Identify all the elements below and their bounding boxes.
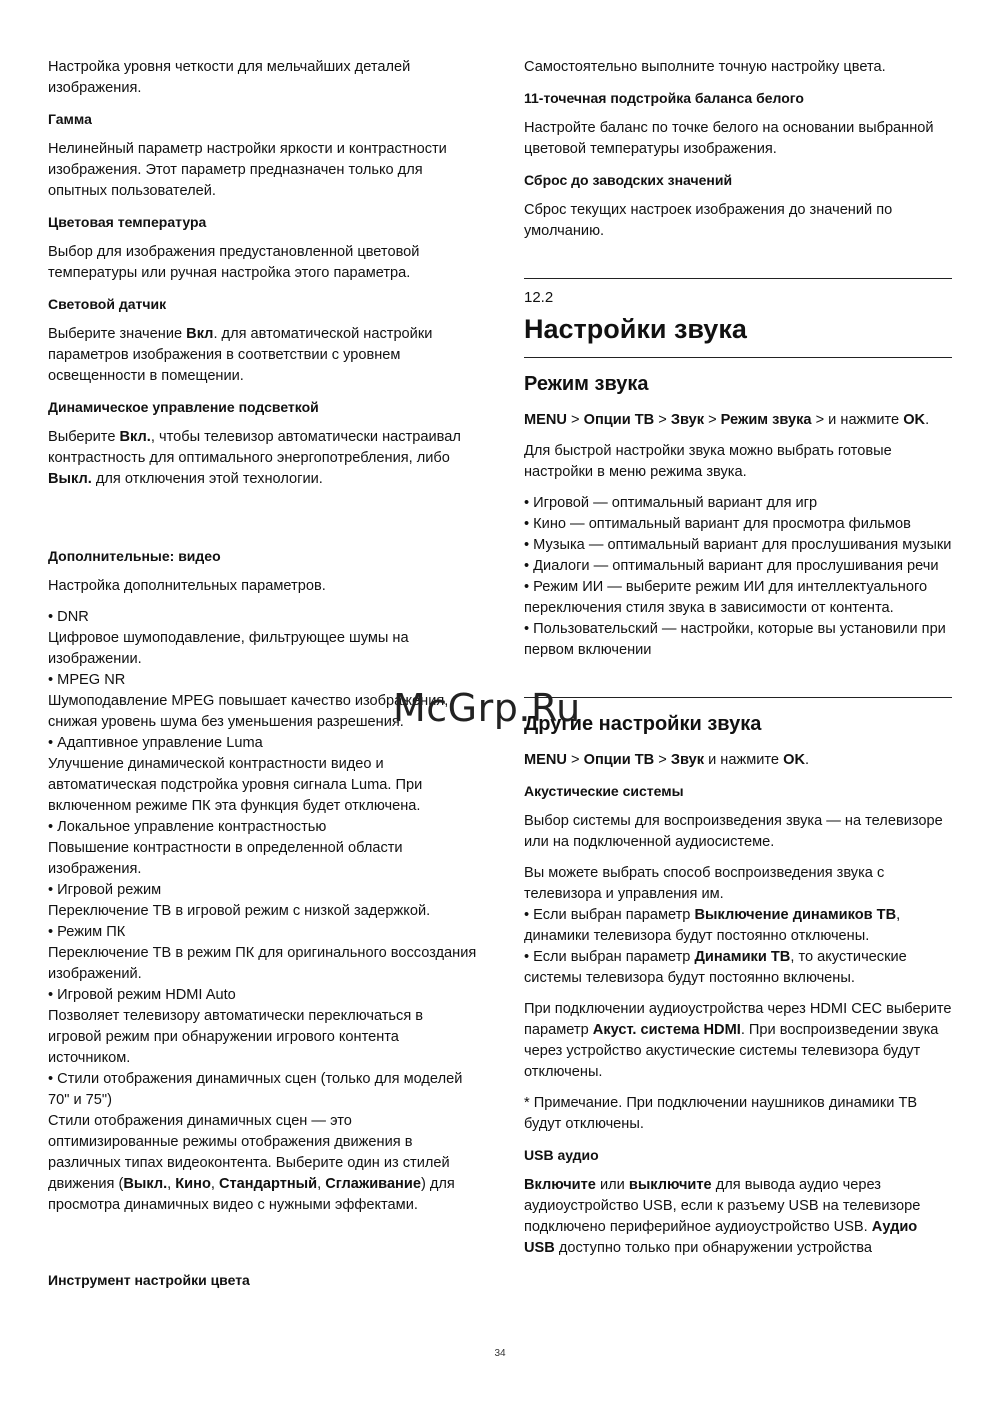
speakers-heading: Акустические системы <box>524 783 684 799</box>
page-number: 34 <box>494 1348 506 1359</box>
gamma-heading: Гамма <box>48 111 92 127</box>
reset-desc: Сброс текущих настроек изображения до значений по умолчанию. <box>524 202 893 239</box>
sound-mode-path: MENU > Опции ТВ > Звук > Режим звука > и нажмите OK. <box>524 412 930 428</box>
list-item: • Музыка — оптимальный вариант для прослушивания музыки <box>524 537 952 553</box>
speakers-desc-2: Вы можете выбрать способ воспроизведения звука с телевизора и управления им. <box>524 865 885 902</box>
usb-audio-desc: Включите или выключите для вывода аудио через аудиоустройство USB, если к разъему USB на телевизоре подключено периферийное аудиоустройство USB. Аудио USB доступно только при обнаружении устройства <box>524 1177 921 1256</box>
hdmi-cec-desc: При подключении аудиоустройства через HDMI CEC выберите параметр Акуст. система HDMI. При воспроизведении звука через устройство акустические системы телевизора будут отключены. <box>524 1001 952 1080</box>
light-sensor-heading: Световой датчик <box>48 296 167 312</box>
other-sound-path: MENU > Опции ТВ > Звук и нажмите OK. <box>524 752 810 768</box>
usb-audio-heading: USB аудио <box>524 1147 599 1163</box>
section-title: Настройки звука <box>524 314 747 344</box>
color-tool-heading: Инструмент настройки цвета <box>48 1272 250 1288</box>
list-item: • Игровой — оптимальный вариант для игр <box>524 495 818 511</box>
color-tool-desc: Самостоятельно выполните точную настройку цвета. <box>524 59 886 75</box>
list-item: Повышение контрастности в определенной области изображения. <box>48 840 403 877</box>
list-item: • Кино — оптимальный вариант для просмотра фильмов <box>524 516 911 532</box>
light-sensor-desc: Выберите значение Вкл. для автоматической настройки параметров изображения в соответствии с уровнем освещенности в помещении. <box>48 326 433 384</box>
list-item: Улучшение динамической контрастности видео и автоматическая подстройка уровня сигнала Luma. При включенном режиме ПК эта функция будет отключена. <box>48 756 423 814</box>
list-item: • DNR <box>48 609 89 625</box>
dynamic-backlight-desc: Выберите Вкл., чтобы телевизор автоматически настраивал контрастность для оптимального энергопотребления, либо Выкл. для отключения этой технологии. <box>48 429 461 487</box>
list-item: Цифровое шумоподавление, фильтрующее шумы на изображении. <box>48 630 409 667</box>
speakers-desc: Выбор системы для воспроизведения звука — на телевизоре или на подключенной аудиосистеме. <box>524 813 943 850</box>
list-item: • Если выбран параметр Динамики ТВ, то акустические системы телевизора будут постоянно включены. <box>524 949 907 986</box>
section-number: 12.2 <box>524 289 554 306</box>
list-item: • Если выбран параметр Выключение динамиков ТВ, динамики телевизора будут постоянно отключены. <box>524 907 901 944</box>
left-column <box>48 57 478 1300</box>
section-divider <box>524 278 952 279</box>
headphones-note: * Примечание. При подключении наушников динамики ТВ будут отключены. <box>524 1095 918 1132</box>
gamma-desc: Нелинейный параметр настройки яркости и контрастности изображения. Этот параметр предназначен только для опытных пользователей. <box>48 141 447 199</box>
color-temp-desc: Выбор для изображения предустановленной цветовой температуры или ручная настройка этого параметра. <box>48 244 420 281</box>
other-sound-title: Другие настройки звука <box>524 713 762 735</box>
list-item: • Режим ИИ — выберите режим ИИ для интеллектуального переключения стиля звука в зависимости от контента. <box>524 579 928 616</box>
color-temp-heading: Цветовая температура <box>48 214 207 230</box>
white-balance-heading: 11-точечная подстройка баланса белого <box>524 90 804 106</box>
list-item: • Режим ПК <box>48 924 126 940</box>
list-item: • MPEG NR <box>48 672 126 688</box>
list-item: Переключение ТВ в игровой режим с низкой задержкой. <box>48 903 431 919</box>
sound-mode-title: Режим звука <box>524 373 649 395</box>
list-item: Шумоподавление MPEG повышает качество изображения, снижая уровень шума без уменьшения разрешения. <box>48 693 449 730</box>
list-item: • Адаптивное управление Luma <box>48 735 263 751</box>
dynamic-backlight-heading: Динамическое управление подсветкой <box>48 399 319 415</box>
sound-mode-desc: Для быстрой настройки звука можно выбрать готовые настройки в меню режима звука. <box>524 443 892 480</box>
sharpness-desc: Настройка уровня четкости для мельчайших деталей изображения. <box>48 59 411 96</box>
list-item: • Игровой режим <box>48 882 162 898</box>
list-item: • Локальное управление контрастностью <box>48 819 327 835</box>
list-item: • Стили отображения динамичных сцен (только для моделей 70" и 75") <box>48 1071 463 1108</box>
reset-heading: Сброс до заводских значений <box>524 172 733 188</box>
list-item: Позволяет телевизору автоматически переключаться в игровой режим при обнаружении игрового контента источником. <box>48 1008 424 1066</box>
list-item: • Игровой режим HDMI Auto <box>48 987 236 1003</box>
white-balance-desc: Настройте баланс по точке белого на основании выбранной цветовой температуры изображения. <box>524 120 934 157</box>
list-item: • Диалоги — оптимальный вариант для прослушивания речи <box>524 558 939 574</box>
motion-styles-desc: Стили отображения динамичных сцен — это оптимизированные режимы отображения движения в различных типах видеоконтента. Выберите один из стилей движения (Выкл., Кино, Стандартный, Сглаживание) для просмотра динамичных видео с нужными эффектами. <box>48 1113 455 1213</box>
watermark: McGrp.Ru <box>393 686 581 730</box>
list-item: Переключение ТВ в режим ПК для оригинального воссоздания изображений. <box>48 945 477 982</box>
sound-mode-list <box>524 493 952 661</box>
title-divider <box>524 357 952 358</box>
advanced-video-desc: Настройка дополнительных параметров. <box>48 578 326 594</box>
advanced-video-heading: Дополнительные: видео <box>48 548 221 564</box>
other-divider <box>524 697 952 698</box>
right-column <box>524 57 952 1269</box>
list-item: • Пользовательский — настройки, которые вы установили при первом включении <box>524 621 946 658</box>
